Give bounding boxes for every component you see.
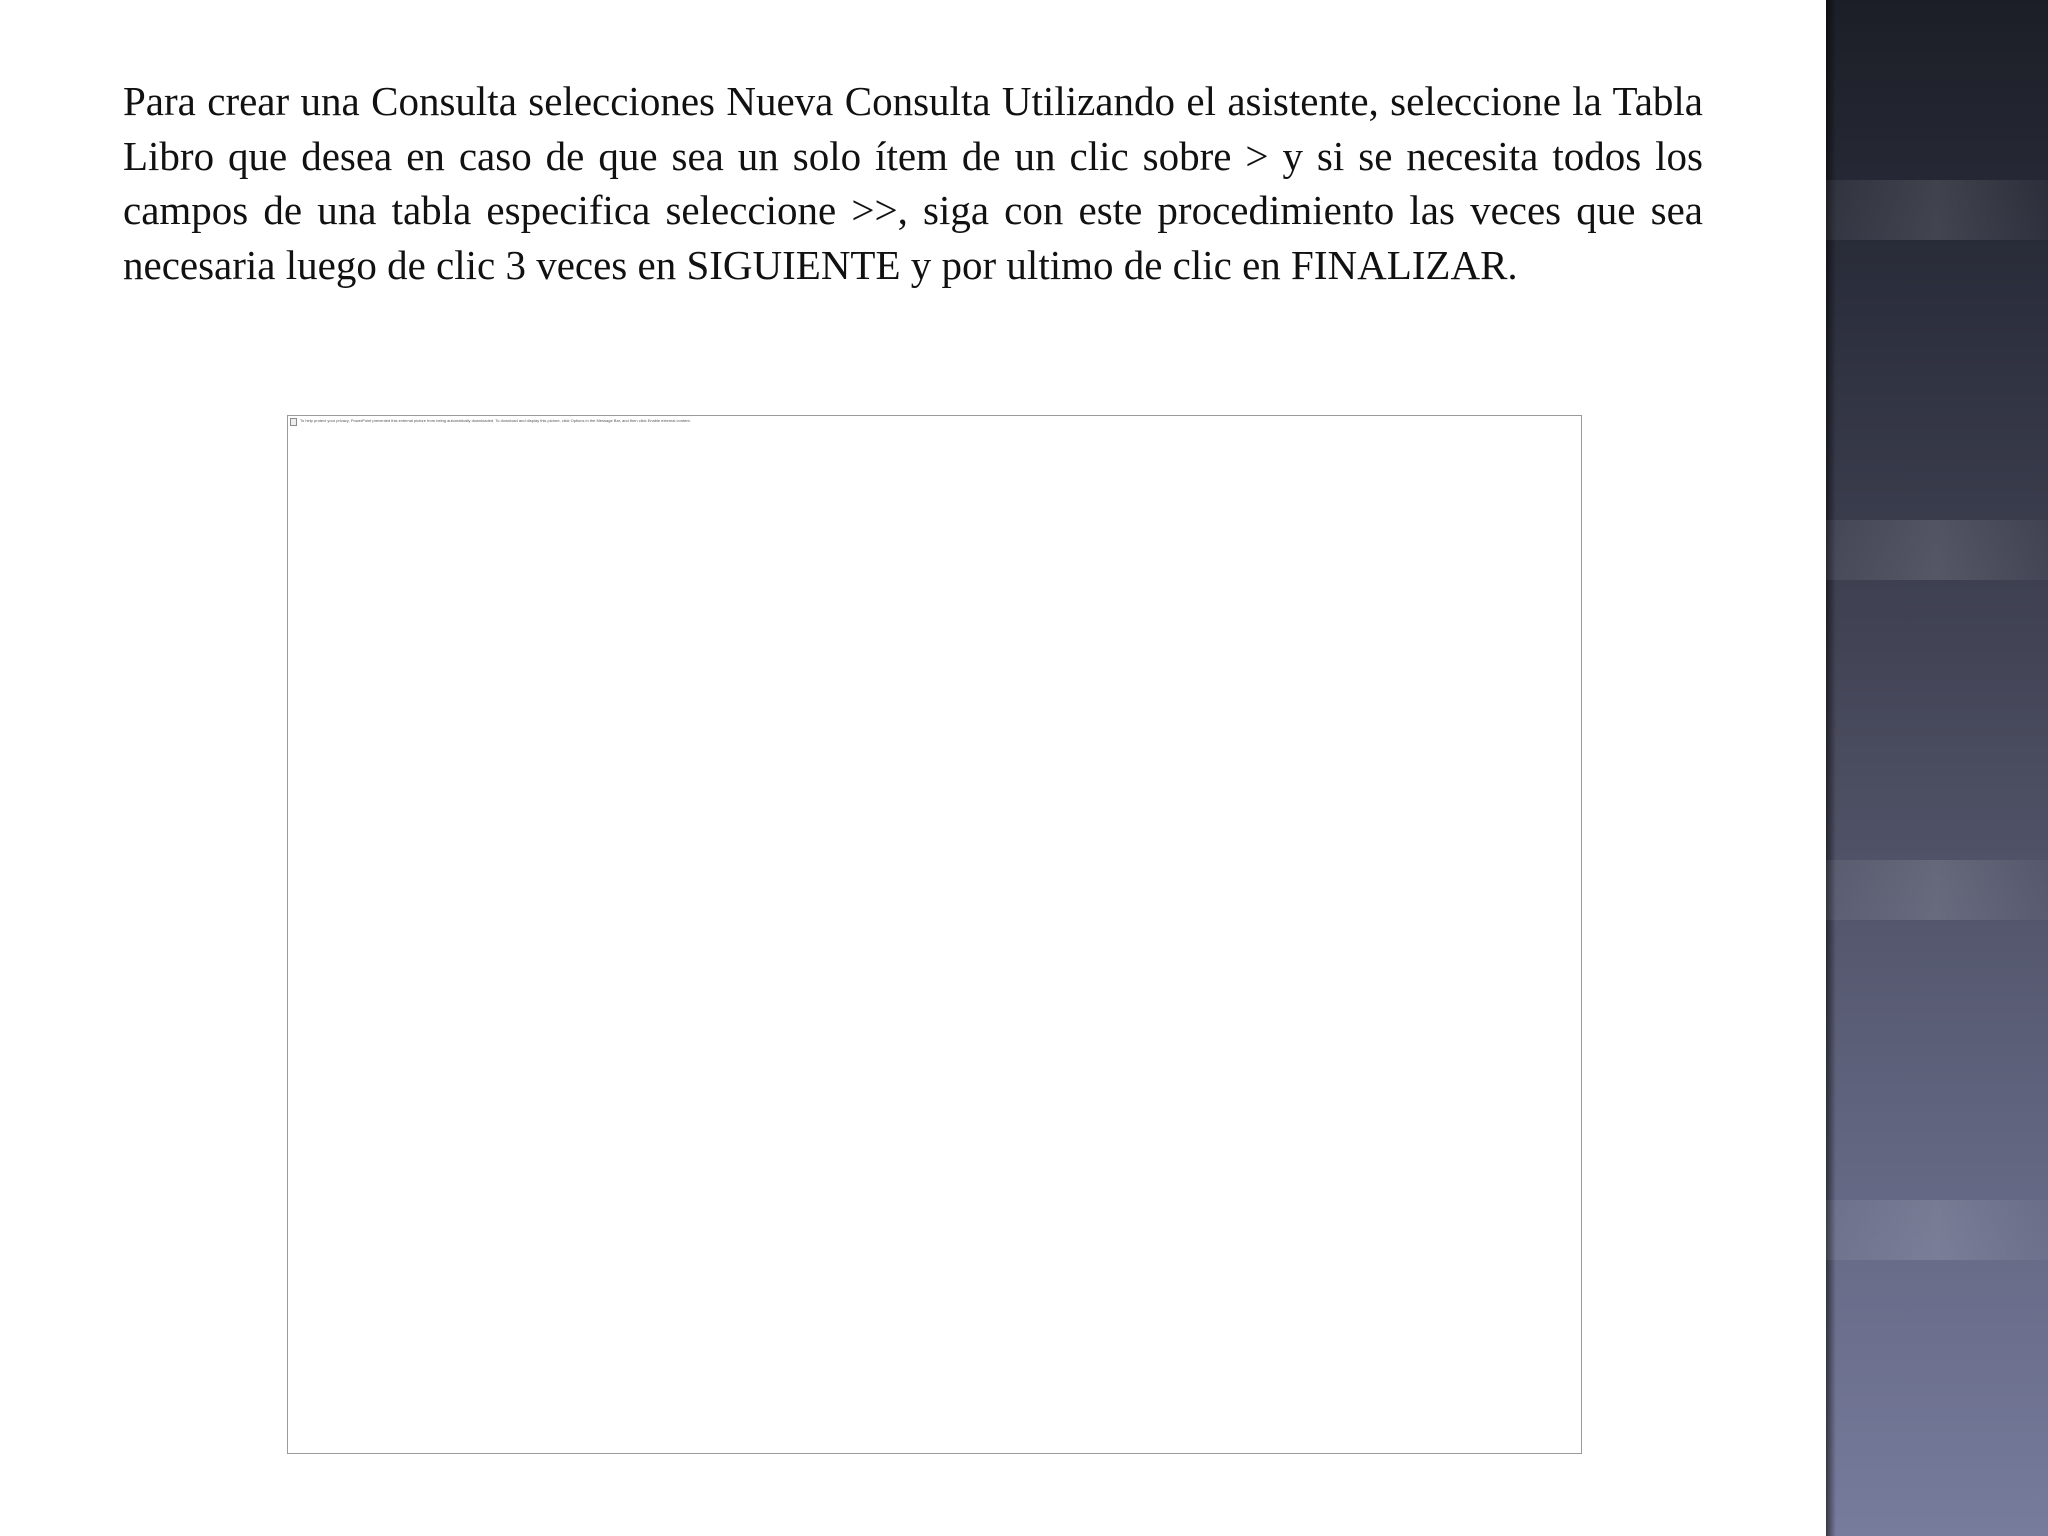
side-bar-streak xyxy=(1826,860,2048,920)
side-bar-streak xyxy=(1826,520,2048,580)
decorative-side-bar xyxy=(1826,0,2048,1536)
picture-placeholder[interactable] xyxy=(287,415,1582,1454)
side-bar-streak xyxy=(1826,1200,2048,1260)
blocked-picture-message: To help protect your privacy, PowerPoint prevented this external picture from being automatically downloaded. To download and display this picture, click Options in the Message Bar, and then click Enable external content. xyxy=(300,418,691,423)
body-paragraph: Para crear una Consulta selecciones Nueva Consulta Utilizando el asistente, seleccione la Tabla Libro que desea en caso de que sea un solo ítem de un clic sobre > y si se necesita todos los campos de una tabla especifica seleccione >>, siga con este procedimiento las veces que sea necesaria luego de clic 3 veces en SIGUIENTE y por ultimo de clic en FINALIZAR. xyxy=(123,78,1703,288)
side-bar-streak xyxy=(1826,180,2048,240)
broken-image-icon xyxy=(290,418,297,426)
